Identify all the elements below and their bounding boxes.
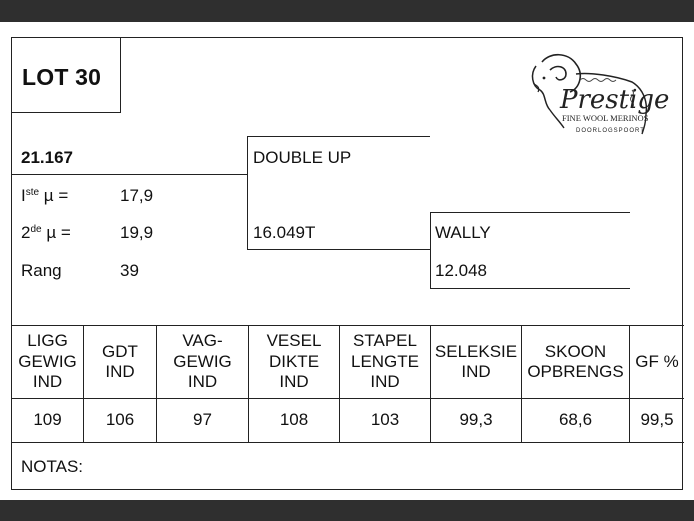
grandsire-id: 12.048 [435, 261, 487, 280]
table-header-cell: SKOON OPBRENGS [527, 341, 624, 381]
prestige-logo [520, 44, 670, 139]
table-header-cell: SELEKSIE IND [434, 341, 518, 381]
bottom-border-band [0, 500, 694, 521]
table-value-cell: 108 [279, 410, 309, 430]
sire-id: 16.049T [253, 223, 316, 242]
logo-subtitle-text: FINE WOOL MERINOS [562, 113, 649, 123]
table-header-cell: VAG- GEWIG IND [173, 331, 232, 392]
grandsire-name: WALLY [435, 223, 491, 242]
lot-title: LOT 30 [22, 64, 102, 90]
table-value-cell: 97 [193, 410, 212, 430]
notes-label: NOTAS: [21, 457, 84, 476]
grandsire-top-line [430, 212, 630, 213]
sire-bottom-line [247, 249, 430, 250]
stat-label-first-micron: Iste µ = [21, 186, 69, 205]
sire-top-line [247, 136, 430, 137]
grandsire-bottom-line [430, 288, 630, 289]
table-value-cell: 99,5 [640, 410, 674, 430]
table-header-cell: GF % [635, 351, 679, 371]
table-header-cell: STAPEL LENGTE IND [350, 331, 420, 392]
lot-box-right-border [120, 38, 121, 112]
stat-value-rank: 39 [120, 261, 139, 280]
logo-location-text: DOORLOGSPOORT [576, 128, 645, 134]
table-value-cell: 109 [33, 410, 62, 430]
lot-card [11, 37, 683, 490]
table-header-cell: VESEL DIKTE IND [266, 331, 322, 392]
logo-script-text: Prestige [560, 85, 670, 115]
stat-value-second-micron: 19,9 [120, 223, 154, 242]
lot-box-bottom-border [12, 112, 121, 113]
grandsire-bracket-line [430, 212, 431, 288]
table-header-cell: LIGG GEWIG IND [18, 331, 77, 392]
table-header-cell: GDT IND [102, 341, 138, 381]
table-bottom-line [12, 442, 684, 443]
table-value-cell: 99,3 [459, 410, 493, 430]
animal-id-underline [12, 174, 247, 175]
stat-label-rank: Rang [21, 261, 62, 280]
table-value-cell: 68,6 [558, 410, 593, 430]
table-value-cell: 106 [105, 410, 135, 430]
table-value-cell: 103 [370, 410, 400, 430]
sire-name: DOUBLE UP [253, 148, 352, 167]
stat-value-first-micron: 17,9 [120, 186, 154, 205]
ram-logo-icon [520, 44, 670, 139]
top-border-band [0, 0, 694, 22]
sire-bracket-line [247, 136, 248, 249]
stat-label-second-micron: 2de µ = [21, 223, 71, 242]
animal-id: 21.167 [21, 148, 73, 167]
